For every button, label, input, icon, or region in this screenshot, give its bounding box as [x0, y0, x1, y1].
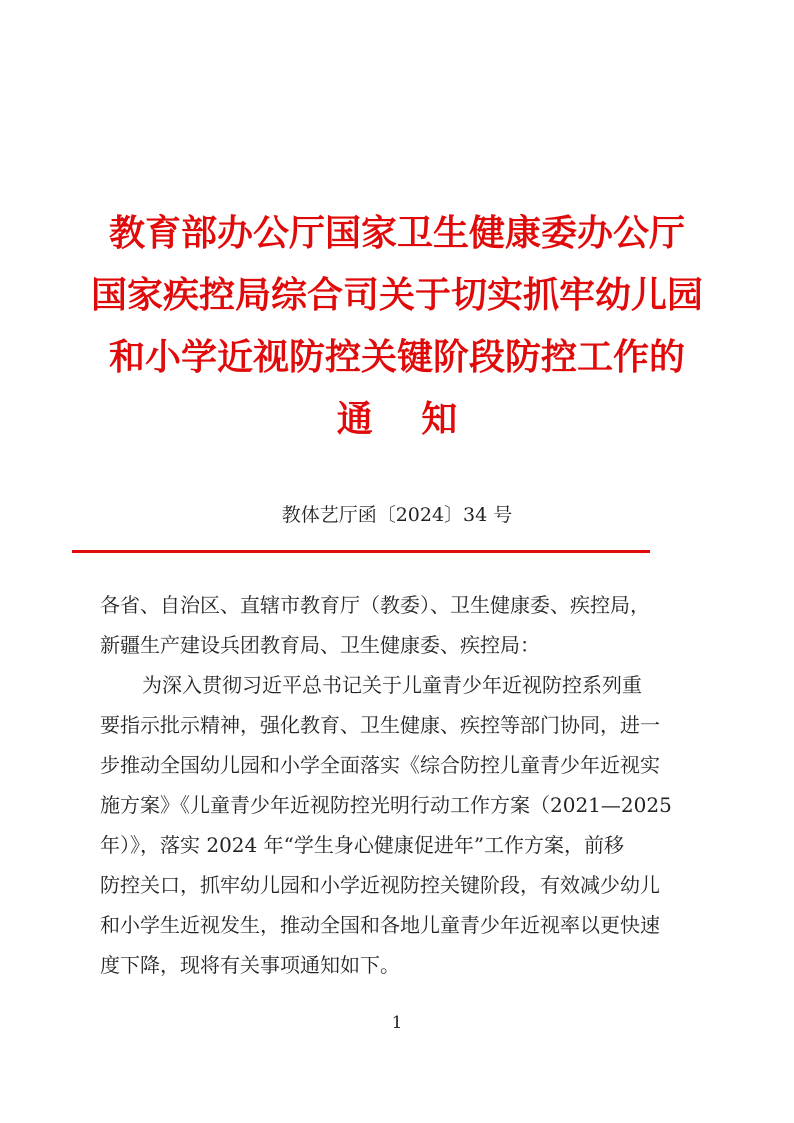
body-line-1: 各省、自治区、直辖市教育厅（教委）、卫生健康委、疾控局， [100, 593, 650, 617]
document-body [100, 585, 700, 985]
title-line-4: 通 知 [336, 398, 476, 440]
body-line-4: 要指示批示精神，强化教育、卫生健康、疾控等部门协同，进一 [100, 713, 660, 737]
red-separator-line [72, 550, 650, 553]
title-line-2: 国家疾控局综合司关于切实抓牢幼儿园 [90, 274, 703, 316]
title-line-1: 教育部办公厅国家卫生健康委办公厅 [108, 212, 685, 254]
body-line-9: 和小学生近视发生，推动全国和各地儿童青少年近视率以更快速 [100, 913, 660, 937]
body-line-6: 施方案》《儿童青少年近视防控光明行动工作方案（2021—2025 [100, 793, 672, 817]
body-line-10: 度下降，现将有关事项通知如下。 [100, 953, 400, 977]
body-line-5: 步推动全国幼儿园和小学全面落实《综合防控儿童青少年近视实 [100, 753, 660, 777]
title-line-3: 和小学近视防控关键阶段防控工作的 [108, 336, 685, 378]
page-number: 1 [391, 1013, 403, 1033]
body-line-3: 为深入贯彻习近平总书记关于儿童青少年近视防控系列重 [142, 673, 642, 697]
document-number: 教体艺厅函〔2024〕34 号 [281, 504, 513, 526]
body-line-8: 防控关口，抓牢幼儿园和小学近视防控关键阶段，有效减少幼儿 [100, 873, 660, 897]
body-line-7: 年）》，落实 2024 年“学生身心健康促进年”工作方案，前移 [100, 833, 625, 857]
body-line-2: 新疆生产建设兵团教育局、卫生健康委、疾控局： [100, 633, 540, 657]
document-title [60, 202, 734, 450]
